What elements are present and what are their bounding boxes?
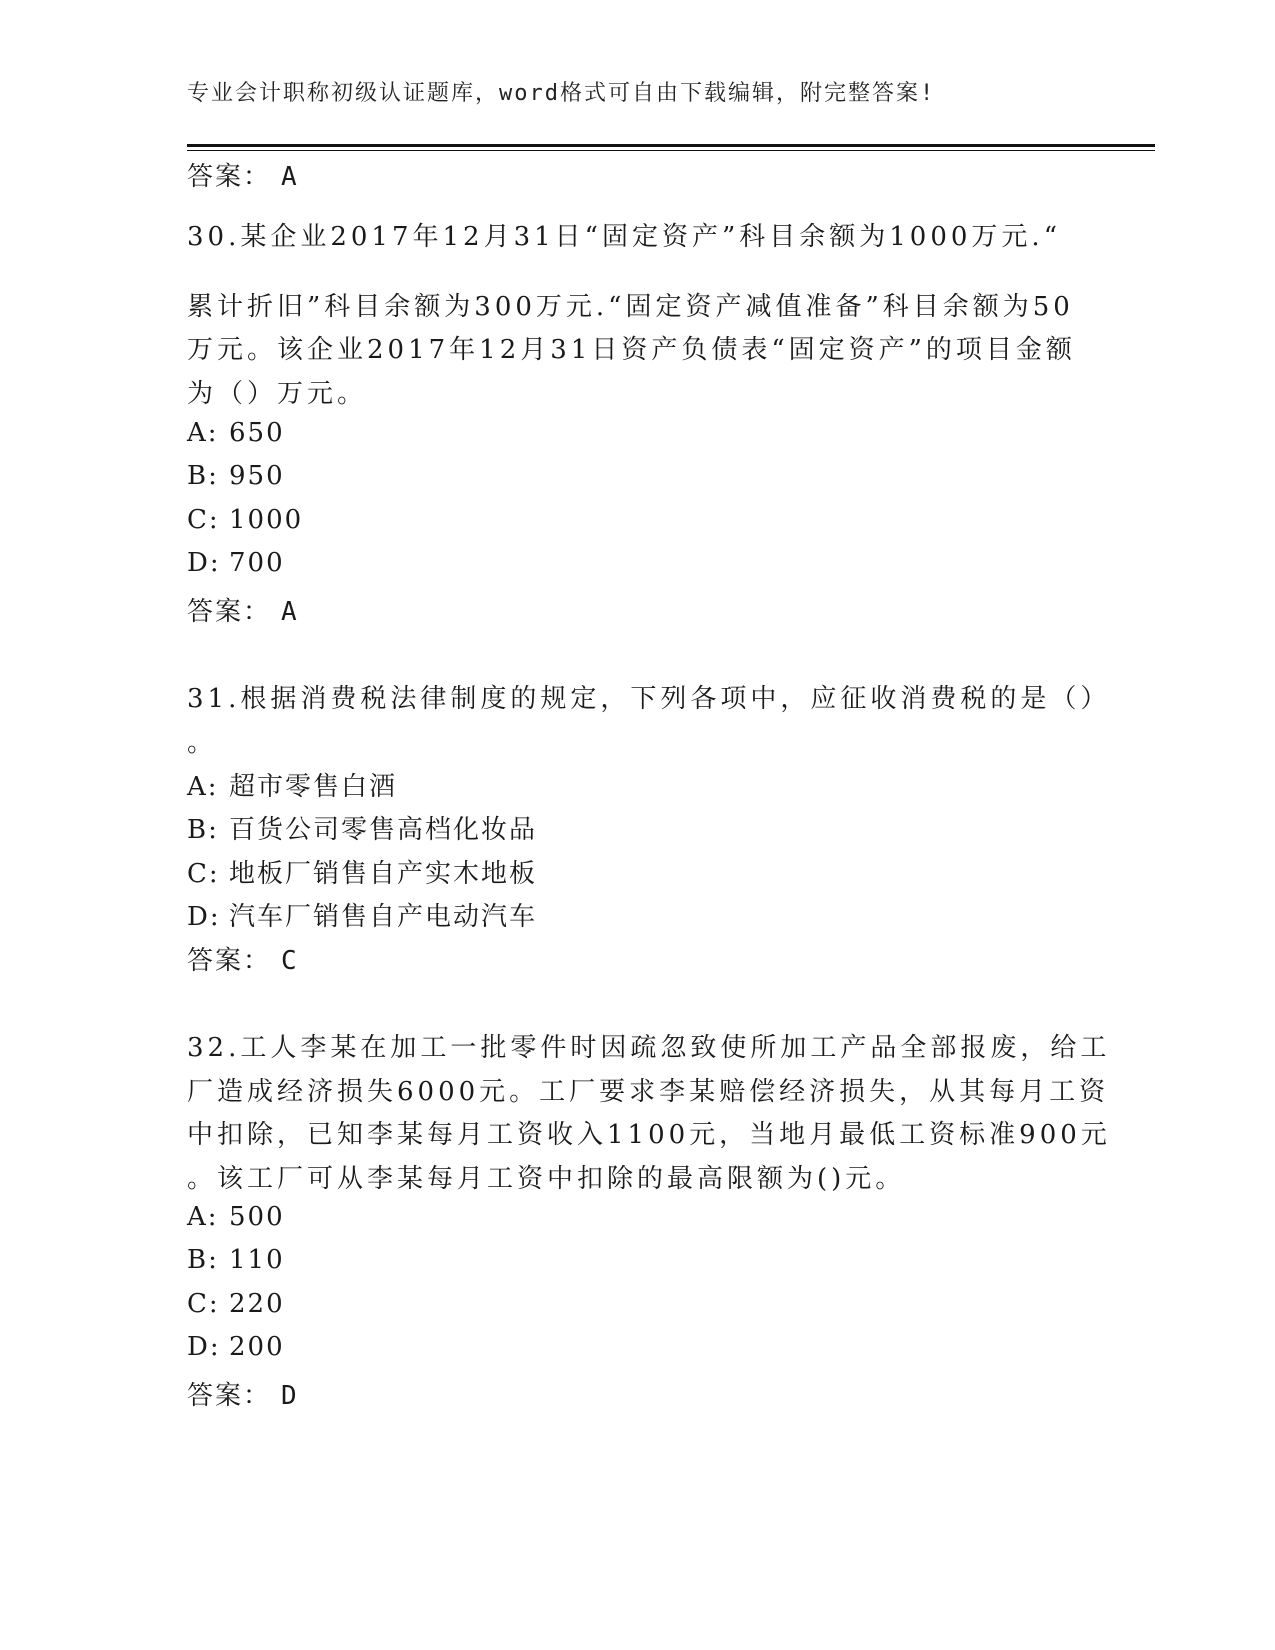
question-text-line: 万元。该企业2017年12月31日资产负债表“固定资产”的项目金额 xyxy=(187,335,1076,365)
answer-line xyxy=(187,591,299,628)
option-a xyxy=(187,418,285,448)
option-label: C: xyxy=(187,505,220,535)
question-text-line: 30.某企业2017年12月31日“固定资产”科目余额为1000万元.“ xyxy=(187,222,1061,252)
answer-label: 答案： xyxy=(187,597,272,627)
option-label: B: xyxy=(187,461,219,491)
option-text: 汽车厂销售自产电动汽车 xyxy=(229,902,538,932)
question-text-line: 31.根据消费税法律制度的规定，下列各项中，应征收消费税的是（） xyxy=(187,684,1111,714)
option-text: 220 xyxy=(229,1289,285,1319)
option-b xyxy=(187,461,285,491)
option-label: D: xyxy=(187,548,221,578)
option-text: 地板厂销售自产实木地板 xyxy=(229,859,538,889)
option-b xyxy=(187,1245,285,1275)
question-text-line: 。 xyxy=(187,728,218,758)
question-text-line: 厂造成经济损失6000元。工厂要求李某赔偿经济损失，从其每月工资 xyxy=(187,1077,1110,1107)
answer-value: D xyxy=(281,1381,299,1411)
option-label: D: xyxy=(187,1332,221,1362)
answer-line xyxy=(187,1375,299,1412)
option-c xyxy=(187,1289,285,1319)
option-label: B: xyxy=(187,1245,219,1275)
option-label: A: xyxy=(187,418,219,448)
answer-line xyxy=(187,940,299,977)
option-text: 650 xyxy=(229,418,285,448)
page-header: 专业会计职称初级认证题库，word格式可自由下载编辑，附完整答案! xyxy=(187,81,936,106)
answer-line xyxy=(187,156,299,193)
option-text: 500 xyxy=(229,1202,285,1232)
option-b xyxy=(187,809,537,846)
question-text-line: 累计折旧”科目余额为300万元.“固定资产减值准备”科目余额为50 xyxy=(187,292,1074,322)
answer-value: A xyxy=(281,162,299,192)
question-text-line: 中扣除，已知李某每月工资收入1100元，当地月最低工资标准900元 xyxy=(187,1120,1111,1150)
answer-label: 答案： xyxy=(187,162,272,192)
answer-value: A xyxy=(281,597,299,627)
answer-label: 答案： xyxy=(187,946,272,976)
question-text-line: 32.工人李某在加工一批零件时因疏忽致使所加工产品全部报废，给工 xyxy=(187,1033,1111,1063)
option-c xyxy=(187,853,537,890)
option-a xyxy=(187,766,397,803)
option-text: 超市零售白酒 xyxy=(229,772,398,802)
question-text-line: 。该工厂可从李某每月工资中扣除的最高限额为()元。 xyxy=(187,1164,906,1194)
option-d xyxy=(187,548,285,578)
option-label: A: xyxy=(187,772,219,802)
option-text: 700 xyxy=(229,548,285,578)
question-text-line: 为（）万元。 xyxy=(187,379,368,409)
option-label: C: xyxy=(187,1289,220,1319)
option-a xyxy=(187,1202,285,1232)
option-d xyxy=(187,1332,285,1362)
option-label: D: xyxy=(187,902,221,932)
header-divider-thick xyxy=(187,144,1155,147)
option-text: 1000 xyxy=(229,505,304,535)
answer-label: 答案： xyxy=(187,1381,272,1411)
option-text: 200 xyxy=(229,1332,285,1362)
header-divider-thin xyxy=(187,150,1155,151)
answer-value: C xyxy=(281,946,299,976)
option-label: C: xyxy=(187,859,220,889)
option-c xyxy=(187,505,303,535)
option-text: 百货公司零售高档化妆品 xyxy=(229,815,538,845)
option-text: 950 xyxy=(229,461,285,491)
option-label: A: xyxy=(187,1202,219,1232)
option-label: B: xyxy=(187,815,219,845)
option-text: 110 xyxy=(229,1245,285,1275)
option-d xyxy=(187,896,537,933)
